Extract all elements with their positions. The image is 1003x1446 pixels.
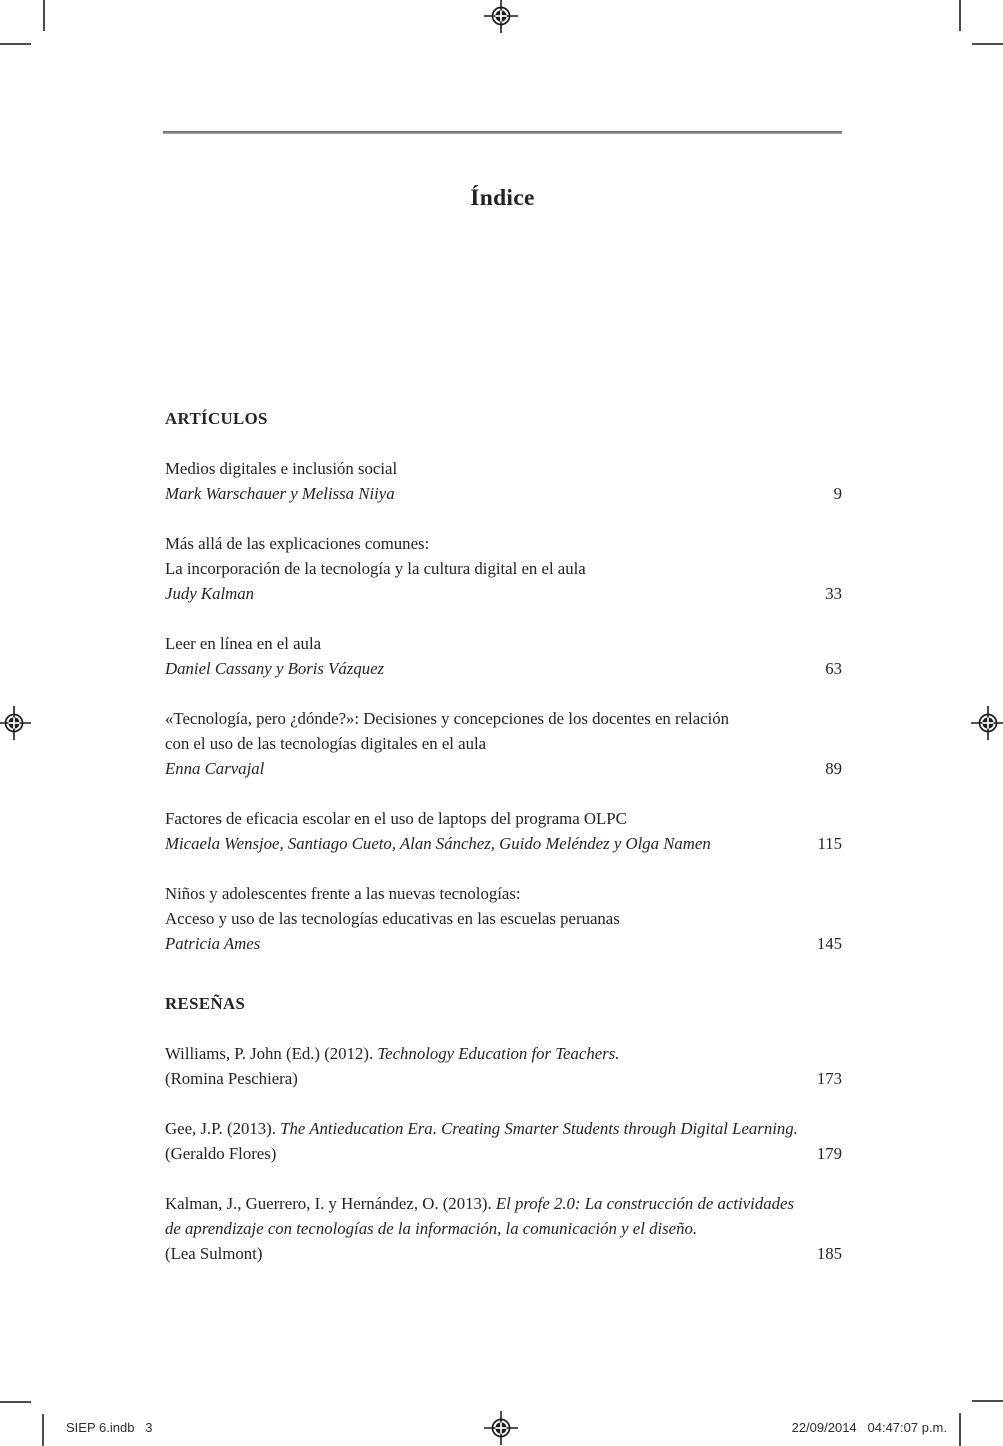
toc-line <box>165 1241 842 1266</box>
registration-target-bottom <box>471 1398 531 1446</box>
registration-target-right <box>958 693 1003 753</box>
crop-mark-top-left-horizontal <box>0 43 31 45</box>
entry-text <box>165 881 842 906</box>
entry-text <box>165 806 842 831</box>
section-heading: RESEÑAS <box>165 994 246 1013</box>
entry-text <box>165 706 842 731</box>
toc-line <box>165 731 842 756</box>
text-segment: «Tecnología, pero ¿dónde?»: Decisiones y concepciones de los docentes en relación <box>165 709 730 728</box>
text-segment: Factores de eficacia escolar en el uso de laptops del programa OLPC <box>165 809 627 828</box>
crop-mark-bottom-left-vertical <box>42 1414 44 1446</box>
text-segment: Williams, P. John (Ed.) (2012). <box>165 1044 378 1063</box>
text-segment: Daniel Cassany y Boris Vázquez <box>165 659 385 678</box>
toc-line <box>165 656 842 681</box>
entry-text <box>165 556 842 581</box>
toc-line <box>165 1066 842 1091</box>
text-segment: (Lea Sulmont) <box>165 1244 263 1263</box>
page-number: 89 <box>825 759 842 778</box>
text-segment: (Geraldo Flores) <box>165 1144 277 1163</box>
footer-timestamp: 22/09/2014 04:47:07 p.m. <box>791 1420 947 1435</box>
text-segment: Acceso y uso de las tecnologías educativas en las escuelas peruanas <box>165 909 620 928</box>
toc-line <box>165 581 842 606</box>
toc-line <box>165 881 842 906</box>
toc-line <box>165 831 842 856</box>
text-segment: The Antieducation Era. Creating Smarter Students through Digital Learning. <box>280 1119 798 1138</box>
text-segment: Technology Education for Teachers. <box>377 1044 620 1063</box>
text-segment: Kalman, J., Guerrero, I. y Hernández, O. (2013). <box>165 1194 496 1213</box>
entry-text <box>165 631 842 656</box>
entry-text <box>165 756 811 781</box>
page-number: 9 <box>833 484 842 503</box>
toc-entry <box>165 1116 842 1166</box>
crop-mark-top-left-vertical <box>43 0 45 31</box>
page-number: 63 <box>825 659 842 678</box>
text-segment: Niños y adolescentes frente a las nuevas tecnologías: <box>165 884 521 903</box>
text-segment: Medios digitales e inclusión social <box>165 459 398 478</box>
entry-text <box>165 1241 803 1266</box>
toc-line <box>165 931 842 956</box>
text-segment: Micaela Wensjoe, Santiago Cueto, Alan Sánchez, Guido Meléndez y Olga Namen <box>165 834 711 853</box>
toc-section <box>165 991 842 1266</box>
toc-line <box>165 1041 842 1066</box>
page-title: Índice <box>470 185 535 211</box>
entry-text <box>165 481 820 506</box>
text-segment: (Romina Peschiera) <box>165 1069 298 1088</box>
text-segment: de aprendizaje con tecnologías de la información, la comunicación y el diseño. <box>165 1219 698 1238</box>
entry-text <box>165 1066 803 1091</box>
toc-line <box>165 806 842 831</box>
toc-line <box>165 556 842 581</box>
toc-line <box>165 906 842 931</box>
page-number: 173 <box>816 1069 842 1088</box>
text-segment: Gee, J.P. (2013). <box>165 1119 281 1138</box>
page-number: 115 <box>817 834 842 853</box>
page-number: 145 <box>816 934 842 953</box>
entry-text <box>165 581 811 606</box>
text-segment: Mark Warschauer y Melissa Niiya <box>165 484 395 503</box>
registration-target-top <box>471 0 531 46</box>
text-segment: Más allá de las explicaciones comunes: <box>165 534 430 553</box>
toc-line <box>165 706 842 731</box>
page-number: 179 <box>816 1144 842 1163</box>
crop-mark-top-right-vertical <box>959 0 961 31</box>
entry-text <box>165 1216 842 1241</box>
toc-entry <box>165 456 842 506</box>
toc-entry <box>165 631 842 681</box>
entry-text <box>165 656 811 681</box>
toc-line <box>165 1191 842 1216</box>
footer-filename: SIEP 6.indb 3 <box>66 1420 153 1435</box>
entry-text <box>165 1141 803 1166</box>
text-segment: con el uso de las tecnologías digitales en el aula <box>165 734 487 753</box>
toc-entry <box>165 531 842 606</box>
registration-target-left <box>0 693 44 753</box>
crop-mark-top-right-horizontal <box>972 43 1003 45</box>
page-number: 33 <box>825 584 842 603</box>
page-number: 185 <box>816 1244 842 1263</box>
toc-line <box>165 531 842 556</box>
entry-text <box>165 456 842 481</box>
crop-mark-bottom-left-horizontal <box>0 1401 31 1403</box>
section-heading: ARTÍCULOS <box>165 409 268 428</box>
text-segment: Patricia Ames <box>165 934 261 953</box>
text-segment: Judy Kalman <box>165 584 255 603</box>
toc-entry <box>165 1191 842 1266</box>
toc-line <box>165 1141 842 1166</box>
entry-text <box>165 906 842 931</box>
entry-text <box>165 1116 842 1141</box>
toc-line <box>165 481 842 506</box>
toc-section <box>165 406 842 956</box>
entry-text <box>165 731 842 756</box>
toc-line <box>165 756 842 781</box>
entry-text <box>165 831 803 856</box>
entry-text <box>165 531 842 556</box>
text-segment: Leer en línea en el aula <box>165 634 322 653</box>
crop-mark-bottom-right-vertical <box>959 1413 961 1446</box>
header-rule <box>163 131 842 134</box>
entry-text <box>165 1191 842 1216</box>
toc-entry <box>165 1041 842 1091</box>
text-segment: Enna Carvajal <box>165 759 265 778</box>
entry-text <box>165 1041 842 1066</box>
crop-mark-bottom-right-horizontal <box>972 1400 1003 1402</box>
toc-line <box>165 456 842 481</box>
toc-line <box>165 631 842 656</box>
toc-line <box>165 1216 842 1241</box>
entry-text <box>165 931 803 956</box>
toc-entry <box>165 706 842 781</box>
text-segment: El profe 2.0: La construcción de actividades <box>495 1194 794 1213</box>
toc-entry <box>165 806 842 856</box>
toc-line <box>165 1116 842 1141</box>
text-segment: La incorporación de la tecnología y la cultura digital en el aula <box>165 559 586 578</box>
toc-entry <box>165 881 842 956</box>
table-of-contents <box>165 406 842 1266</box>
